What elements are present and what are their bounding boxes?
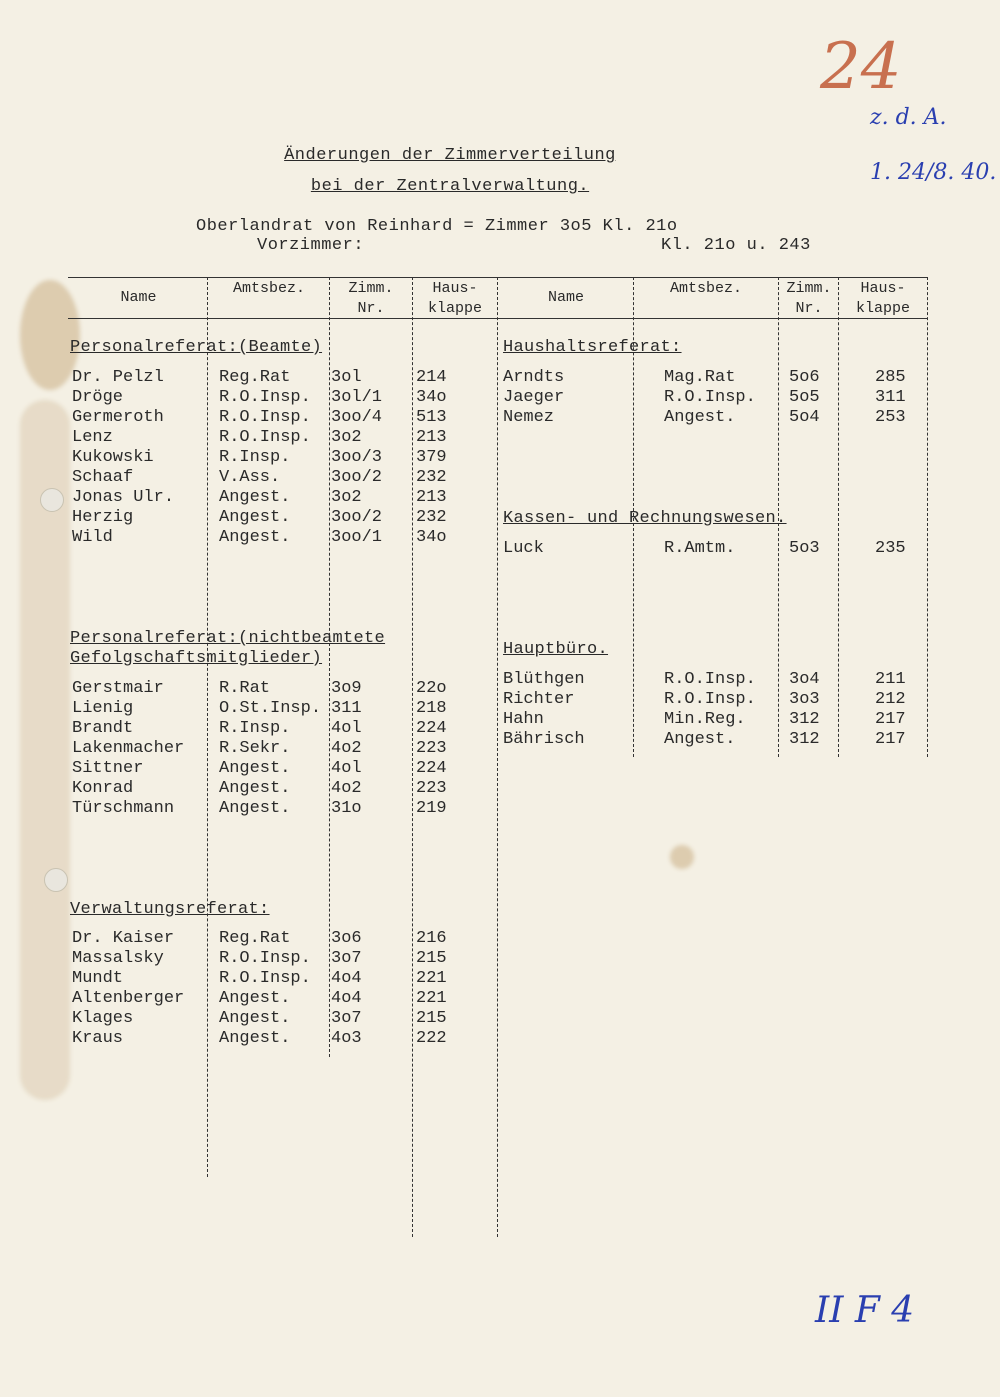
cell-title: Mag.Rat xyxy=(664,368,736,387)
cell-flap: 232 xyxy=(416,468,447,487)
cell-room: 5o5 xyxy=(789,388,820,407)
header-line-2-value: Kl. 21o u. 243 xyxy=(661,236,811,255)
table-row xyxy=(0,929,1000,949)
cell-room: 312 xyxy=(789,710,820,729)
handwritten-bottom: II F 4 xyxy=(815,1290,915,1331)
cell-flap: 311 xyxy=(875,388,906,407)
header-line-2-label: Vorzimmer: xyxy=(257,236,365,255)
cell-name: Schaaf xyxy=(72,468,134,487)
col-head-name: Name xyxy=(120,289,157,306)
cell-title: R.Insp. xyxy=(219,719,291,738)
table-row xyxy=(0,468,1000,488)
cell-title: R.Rat xyxy=(219,679,271,698)
cell-name: Gerstmair xyxy=(72,679,164,698)
document-subtitle: bei der Zentralverwaltung. xyxy=(310,177,590,196)
table-row xyxy=(0,1029,1000,1049)
section-heading: Haushaltsreferat: xyxy=(503,338,682,357)
cell-room: 3oo/3 xyxy=(331,448,383,467)
table-row xyxy=(0,759,1000,779)
cell-title: R.O.Insp. xyxy=(664,388,756,407)
cell-room: 311 xyxy=(331,699,362,718)
cell-name: Kraus xyxy=(72,1029,124,1048)
table-row xyxy=(0,428,1000,448)
cell-flap: 221 xyxy=(416,989,447,1008)
cell-flap: 212 xyxy=(875,690,906,709)
cell-room: 4o4 xyxy=(331,969,362,988)
table-row xyxy=(0,539,1000,559)
cell-room: 4o4 xyxy=(331,989,362,1008)
cell-flap: 34o xyxy=(416,528,447,547)
header-line-1: Oberlandrat von Reinhard = Zimmer 3o5 Kl. 21o xyxy=(196,217,678,236)
cell-title: Angest. xyxy=(219,528,291,547)
col-head-room: Zimm. Nr. xyxy=(348,280,394,317)
cell-flap: 513 xyxy=(416,408,447,427)
cell-title: Angest. xyxy=(219,1029,291,1048)
table-row xyxy=(0,730,1000,750)
cell-room: 3o6 xyxy=(331,929,362,948)
cell-flap: 211 xyxy=(875,670,906,689)
cell-room: 3o9 xyxy=(331,679,362,698)
cell-room: 3o7 xyxy=(331,1009,362,1028)
cell-flap: 222 xyxy=(416,1029,447,1048)
cell-flap: 214 xyxy=(416,368,447,387)
cell-title: R.O.Insp. xyxy=(219,969,311,988)
cell-name: Jaeger xyxy=(503,388,565,407)
cell-room: 4ol xyxy=(331,759,362,778)
cell-room: 5o3 xyxy=(789,539,820,558)
table-row xyxy=(0,388,1000,408)
cell-title: Min.Reg. xyxy=(664,710,746,729)
cell-title: Angest. xyxy=(219,799,291,818)
col-head-name-right: Name xyxy=(547,289,584,306)
section-heading: Verwaltungsreferat: xyxy=(70,900,270,919)
cell-room: 31o xyxy=(331,799,362,818)
cell-flap: 217 xyxy=(875,710,906,729)
cell-room: 3o2 xyxy=(331,488,362,507)
cell-room: 3o7 xyxy=(331,949,362,968)
table-row xyxy=(0,969,1000,989)
table-row xyxy=(0,448,1000,468)
cell-name: Mundt xyxy=(72,969,124,988)
cell-room: 3o4 xyxy=(789,670,820,689)
cell-name: Dröge xyxy=(72,388,124,407)
cell-title: O.St.Insp. xyxy=(219,699,322,718)
cell-name: Lenz xyxy=(72,428,113,447)
col-head-room-right: Zimm. Nr. xyxy=(786,280,832,317)
cell-room: 5o6 xyxy=(789,368,820,387)
cell-room: 3oo/2 xyxy=(331,508,383,527)
handwritten-note-1: z. d. A. xyxy=(870,105,947,130)
cell-flap: 218 xyxy=(416,699,447,718)
cell-title: Angest. xyxy=(664,730,736,749)
handwritten-note-2: 1. 24/8. 40. xyxy=(870,160,997,185)
table-row xyxy=(0,690,1000,710)
cell-room: 3ol/1 xyxy=(331,388,383,407)
cell-flap: 224 xyxy=(416,719,447,738)
cell-room: 3oo/2 xyxy=(331,468,383,487)
cell-title: Angest. xyxy=(664,408,736,427)
cell-title: R.O.Insp. xyxy=(219,408,311,427)
cell-title: Reg.Rat xyxy=(219,929,291,948)
col-head-title-right: Amtsbez. xyxy=(669,280,742,297)
cell-name: Türschmann xyxy=(72,799,175,818)
cell-flap: 223 xyxy=(416,779,447,798)
stain xyxy=(670,845,694,869)
cell-name: Dr. Kaiser xyxy=(72,929,175,948)
punch-hole xyxy=(44,868,68,892)
cell-room: 312 xyxy=(789,730,820,749)
cell-name: Herzig xyxy=(72,508,134,527)
cell-name: Kukowski xyxy=(72,448,154,467)
table-row xyxy=(0,710,1000,730)
cell-room: 5o4 xyxy=(789,408,820,427)
cell-flap: 232 xyxy=(416,508,447,527)
cell-flap: 224 xyxy=(416,759,447,778)
cell-title: Reg.Rat xyxy=(219,368,291,387)
col-head-flap: Haus- klappe xyxy=(427,280,482,317)
cell-name: Klages xyxy=(72,1009,134,1028)
cell-name: Arndts xyxy=(503,368,565,387)
cell-title: R.Amtm. xyxy=(664,539,736,558)
cell-room: 3oo/4 xyxy=(331,408,383,427)
cell-flap: 216 xyxy=(416,929,447,948)
table-row xyxy=(0,799,1000,819)
cell-name: Jonas Ulr. xyxy=(72,488,175,507)
document-title: Änderungen der Zimmerverteilung xyxy=(284,146,616,165)
cell-name: Bährisch xyxy=(503,730,585,749)
cell-name: Germeroth xyxy=(72,408,164,427)
col-head-flap-right: Haus- klappe xyxy=(855,280,910,317)
table-row xyxy=(0,949,1000,969)
cell-flap: 22o xyxy=(416,679,447,698)
cell-name: Blüthgen xyxy=(503,670,585,689)
table-row xyxy=(0,408,1000,428)
cell-flap: 235 xyxy=(875,539,906,558)
table-row xyxy=(0,779,1000,799)
cell-name: Sittner xyxy=(72,759,144,778)
cell-room: 4o3 xyxy=(331,1029,362,1048)
cell-title: V.Ass. xyxy=(219,468,281,487)
cell-flap: 285 xyxy=(875,368,906,387)
section-heading: Personalreferat:(Beamte) xyxy=(70,338,323,357)
cell-name: Altenberger xyxy=(72,989,185,1008)
table-row xyxy=(0,488,1000,508)
cell-name: Lakenmacher xyxy=(72,739,185,758)
cell-room: 4o2 xyxy=(331,739,362,758)
cell-flap: 215 xyxy=(416,949,447,968)
cell-name: Hahn xyxy=(503,710,544,729)
cell-name: Nemez xyxy=(503,408,555,427)
section-heading: Personalreferat:(nichtbeamtete Gefolgschaftsmitglieder) xyxy=(70,629,386,668)
cell-name: Luck xyxy=(503,539,544,558)
cell-flap: 379 xyxy=(416,448,447,467)
cell-flap: 213 xyxy=(416,428,447,447)
cell-name: Konrad xyxy=(72,779,134,798)
cell-title: Angest. xyxy=(219,759,291,778)
cell-room: 4ol xyxy=(331,719,362,738)
table-row xyxy=(0,670,1000,690)
cell-name: Dr. Pelzl xyxy=(72,368,164,387)
handwritten-number: 24 xyxy=(820,30,902,104)
cell-room: 3o2 xyxy=(331,428,362,447)
cell-room: 3o3 xyxy=(789,690,820,709)
cell-title: R.Insp. xyxy=(219,448,291,467)
cell-title: R.O.Insp. xyxy=(219,428,311,447)
cell-flap: 215 xyxy=(416,1009,447,1028)
table-row xyxy=(0,368,1000,388)
cell-flap: 219 xyxy=(416,799,447,818)
cell-room: 3ol xyxy=(331,368,362,387)
cell-name: Massalsky xyxy=(72,949,164,968)
cell-title: R.O.Insp. xyxy=(219,388,311,407)
col-head-title: Amtsbez. xyxy=(232,280,305,297)
cell-room: 3oo/1 xyxy=(331,528,383,547)
cell-name: Wild xyxy=(72,528,113,547)
cell-name: Richter xyxy=(503,690,575,709)
cell-title: R.Sekr. xyxy=(219,739,291,758)
cell-flap: 217 xyxy=(875,730,906,749)
cell-flap: 213 xyxy=(416,488,447,507)
cell-flap: 34o xyxy=(416,388,447,407)
cell-flap: 223 xyxy=(416,739,447,758)
cell-room: 4o2 xyxy=(331,779,362,798)
cell-title: Angest. xyxy=(219,1009,291,1028)
cell-name: Brandt xyxy=(72,719,134,738)
cell-flap: 253 xyxy=(875,408,906,427)
table-row xyxy=(0,1009,1000,1029)
cell-title: Angest. xyxy=(219,508,291,527)
cell-title: R.O.Insp. xyxy=(219,949,311,968)
table-row xyxy=(0,508,1000,528)
cell-title: Angest. xyxy=(219,779,291,798)
cell-title: Angest. xyxy=(219,488,291,507)
section-heading: Kassen- und Rechnungswesen. xyxy=(503,509,787,528)
cell-title: R.O.Insp. xyxy=(664,670,756,689)
section-heading: Hauptbüro. xyxy=(503,640,609,659)
table-row xyxy=(0,989,1000,1009)
cell-title: Angest. xyxy=(219,989,291,1008)
cell-flap: 221 xyxy=(416,969,447,988)
cell-title: R.O.Insp. xyxy=(664,690,756,709)
cell-name: Lienig xyxy=(72,699,134,718)
table-top-rule xyxy=(68,277,928,278)
